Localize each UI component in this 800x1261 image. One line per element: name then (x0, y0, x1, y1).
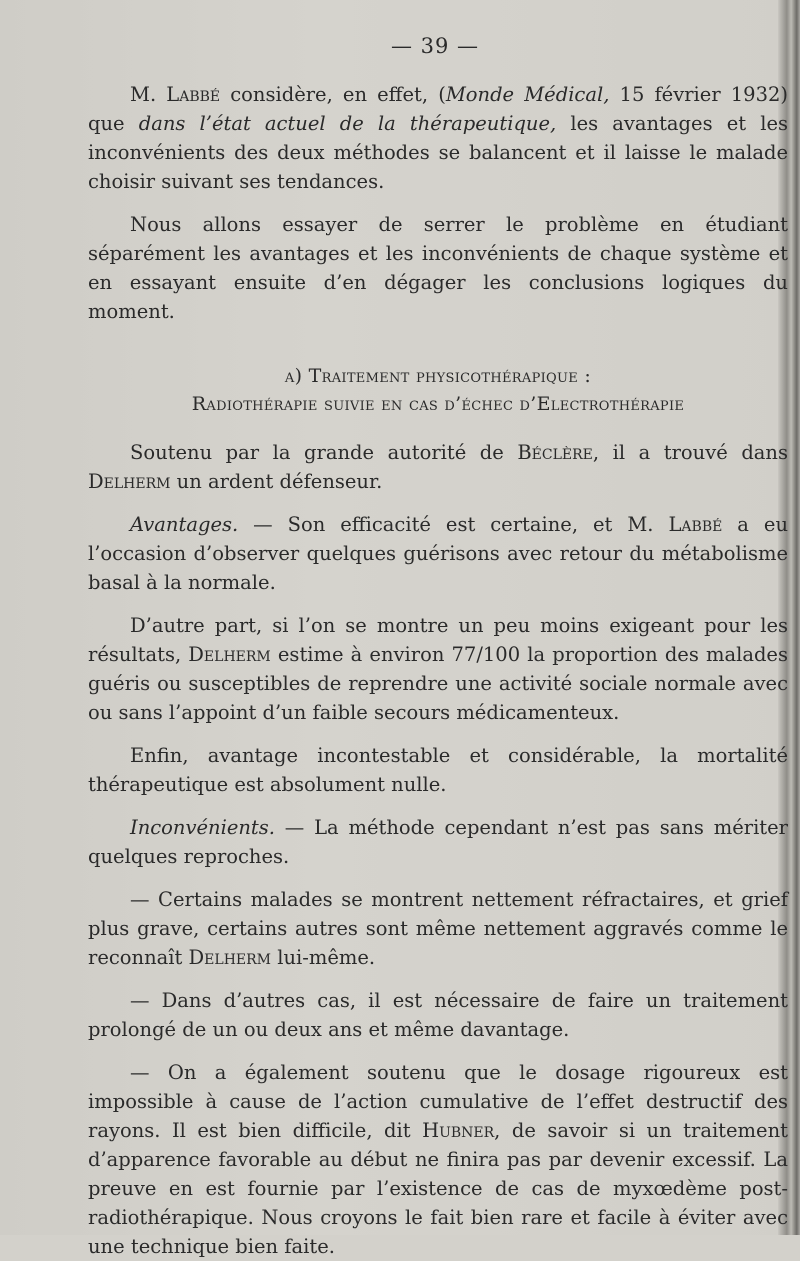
text-run: D’autre part, si l’on se montre un peu moins exigeant pour les résultats, (88, 614, 788, 666)
text-run: — Son efficacité est certaine, et M. (238, 513, 669, 536)
text-run: les avantages et les inconvénients des deux méthodes se balancent et il laisse le malade choisir suivant ses tendances. (88, 112, 789, 193)
heading-line-1: a) Traitement physicothérapique : (284, 365, 592, 387)
page-body (88, 80, 788, 1261)
paragraph-5 (88, 611, 788, 727)
author-name: Labbé (668, 513, 723, 536)
paragraph-4 (88, 510, 788, 597)
paragraph-10 (88, 1058, 788, 1261)
author-name: Labbé (166, 83, 221, 106)
paragraph-1 (88, 80, 788, 196)
text-run: 15 février 1932) que (88, 83, 788, 135)
text-run: estime à environ 77/100 la proportion des malades guéris ou susceptibles de reprendre une activité sociale normale avec ou sans l’appoint d’un faible secours médicamenteux. (88, 643, 788, 724)
text-run: — On a également soutenu que le dosage rigoureux est impossible à cause de l’action cumulative de l’effet destructif des rayons. Il est bien difficile, dit (88, 1061, 788, 1142)
text-run: , de savoir si un traitement d’apparence favorable au début ne finira pas par devenir excessif. La preuve en est fournie par l’existence de cas de myxœdème post-radiothérapique. Nous croyons le fait bien rare et facile à éviter avec une technique bien faite. (88, 1119, 788, 1258)
text-run: — Certains malades se montrent nettement réfractaires, et grief plus grave, certains autres sont même nettement aggravés comme le reconnaît (88, 888, 788, 969)
section-heading (88, 362, 788, 418)
paragraph-6: Enfin, avantage incontestable et considérable, la mortalité thérapeutique est absolument nulle. (88, 744, 788, 796)
text-run: considère, en effet, ( (220, 83, 446, 106)
author-name: Delherm (188, 643, 271, 666)
italic-phrase: dans l’état actuel de la thérapeutique, (138, 112, 557, 135)
text-run: M. (130, 83, 167, 106)
author-name: Delherm (188, 946, 272, 969)
subheading-avantages: Avantages. (130, 513, 239, 536)
paragraph-3 (88, 438, 788, 496)
author-name: Delherm (88, 470, 171, 493)
text-run: lui-même. (271, 946, 376, 969)
text-run: — La méthode cependant n’est pas sans mériter quelques reproches. (88, 816, 788, 868)
text-run: Soutenu par la grande autorité de (130, 441, 518, 464)
author-name: Hubner (422, 1119, 495, 1142)
paragraph-8 (88, 885, 788, 972)
heading-line-2: Radiothérapie suivie en cas d’échec d’Electrothérapie (191, 393, 685, 415)
paragraph-2: Nous allons essayer de serrer le problème en étudiant séparément les avantages et les inconvénients de chaque système et en essayant ensuite d’en dégager les conclusions logiques du moment. (88, 213, 788, 323)
text-run: , il a trouvé dans (592, 441, 788, 464)
paragraph-7 (88, 813, 788, 871)
journal-title: Monde Médical, (445, 83, 610, 106)
page-number: — 39 — (390, 34, 480, 58)
text-run: un ardent défenseur. (170, 470, 383, 493)
author-name: Béclère (517, 441, 593, 464)
subheading-inconvenients: Inconvénients. (130, 816, 275, 839)
text-run: a eu l’occasion d’observer quelques guérisons avec retour du métabolisme basal à la normale. (88, 513, 788, 594)
paragraph-9: — Dans d’autres cas, il est nécessaire de faire un traitement prolongé de un ou deux ans et même davantage. (88, 989, 788, 1041)
